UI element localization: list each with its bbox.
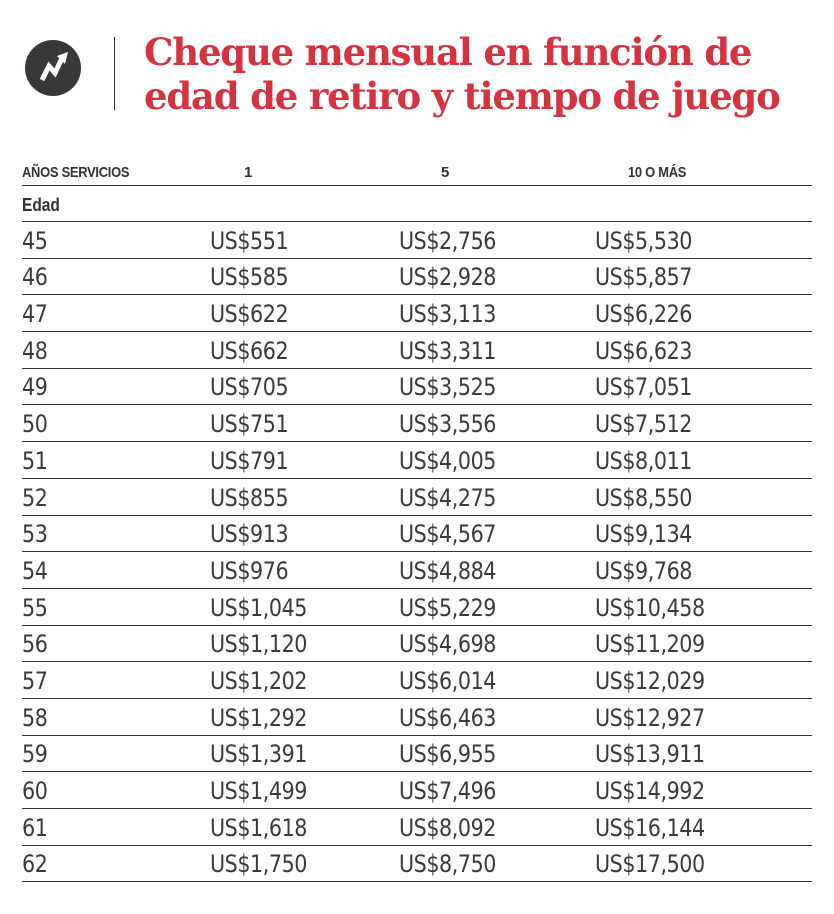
value-1-year: US$622 xyxy=(210,300,289,329)
age-cell: 45 xyxy=(22,226,48,255)
value-5-years: US$4,005 xyxy=(399,446,496,475)
age-label: Edad xyxy=(22,195,60,215)
value-1-year: US$551 xyxy=(210,226,289,255)
value-5-years: US$6,014 xyxy=(399,666,496,695)
age-cell: 48 xyxy=(22,336,48,365)
table-row xyxy=(22,772,812,809)
value-10-plus-years: US$16,144 xyxy=(595,813,705,842)
age-cell: 62 xyxy=(22,850,48,879)
age-cell: 52 xyxy=(22,483,48,512)
value-10-plus-years: US$12,927 xyxy=(595,703,705,732)
value-10-plus-years: US$6,226 xyxy=(595,300,692,329)
value-1-year: US$751 xyxy=(210,410,289,439)
value-5-years: US$4,567 xyxy=(399,520,496,549)
table-row xyxy=(22,479,812,516)
table-row xyxy=(22,259,812,296)
column-header-5: 5 xyxy=(441,164,450,181)
value-5-years: US$4,884 xyxy=(399,556,496,585)
value-5-years: US$8,750 xyxy=(399,850,496,879)
table-row xyxy=(22,736,812,773)
age-cell: 58 xyxy=(22,703,48,732)
value-10-plus-years: US$8,011 xyxy=(595,446,692,475)
column-header-1: 1 xyxy=(244,164,253,181)
table-row xyxy=(22,295,812,332)
value-5-years: US$4,698 xyxy=(399,630,496,659)
table-row xyxy=(22,662,812,699)
age-cell: 50 xyxy=(22,410,48,439)
table-row xyxy=(22,442,812,479)
value-5-years: US$3,556 xyxy=(399,410,496,439)
table-row xyxy=(22,369,812,406)
value-1-year: US$1,618 xyxy=(210,813,307,842)
header xyxy=(0,0,834,140)
pension-table xyxy=(22,160,812,882)
value-1-year: US$1,120 xyxy=(210,630,307,659)
age-cell: 61 xyxy=(22,813,48,842)
page-title: Cheque mensual en función de edad de retiro y tiempo de juego xyxy=(144,30,780,118)
value-5-years: US$6,955 xyxy=(399,740,496,769)
age-cell: 59 xyxy=(22,740,48,769)
value-10-plus-years: US$7,512 xyxy=(595,410,692,439)
age-cell: 56 xyxy=(22,630,48,659)
table-row xyxy=(22,846,812,883)
age-cell: 60 xyxy=(22,777,48,805)
value-5-years: US$7,496 xyxy=(399,777,496,805)
value-10-plus-years: US$10,458 xyxy=(595,593,705,622)
value-5-years: US$3,311 xyxy=(399,336,496,365)
age-cell: 51 xyxy=(22,446,48,475)
trending-up-arrow-icon xyxy=(25,40,81,96)
age-cell: 55 xyxy=(22,593,48,622)
age-cell: 47 xyxy=(22,300,48,329)
value-10-plus-years: US$11,209 xyxy=(595,630,705,659)
value-10-plus-years: US$9,768 xyxy=(595,556,692,585)
table-row xyxy=(22,222,812,259)
table-row xyxy=(22,332,812,369)
value-10-plus-years: US$9,134 xyxy=(595,520,692,549)
value-10-plus-years: US$6,623 xyxy=(595,336,692,365)
value-1-year: US$1,391 xyxy=(210,740,307,769)
value-10-plus-years: US$13,911 xyxy=(595,740,705,769)
column-header-row xyxy=(22,160,812,186)
table-row xyxy=(22,809,812,846)
value-5-years: US$3,113 xyxy=(399,300,496,329)
value-5-years: US$6,463 xyxy=(399,703,496,732)
table-row xyxy=(22,589,812,626)
value-5-years: US$3,525 xyxy=(399,373,496,402)
table-body xyxy=(22,222,812,882)
table-row xyxy=(22,626,812,663)
age-cell: 49 xyxy=(22,373,48,402)
value-10-plus-years: US$17,500 xyxy=(595,850,705,879)
value-1-year: US$855 xyxy=(210,483,289,512)
value-1-year: US$976 xyxy=(210,556,289,585)
table-row xyxy=(22,552,812,589)
age-cell: 46 xyxy=(22,263,48,292)
row-group-label xyxy=(22,186,812,222)
value-1-year: US$662 xyxy=(210,336,289,365)
age-cell: 54 xyxy=(22,556,48,585)
value-1-year: US$791 xyxy=(210,446,289,475)
header-divider xyxy=(114,37,115,110)
value-1-year: US$1,045 xyxy=(210,593,307,622)
table-row xyxy=(22,405,812,442)
value-5-years: US$2,756 xyxy=(399,226,496,255)
value-5-years: US$5,229 xyxy=(399,593,496,622)
value-5-years: US$4,275 xyxy=(399,483,496,512)
value-10-plus-years: US$14,992 xyxy=(595,777,705,805)
table-row xyxy=(22,516,812,553)
age-cell: 53 xyxy=(22,520,48,549)
value-5-years: US$8,092 xyxy=(399,813,496,842)
value-10-plus-years: US$8,550 xyxy=(595,483,692,512)
age-cell: 57 xyxy=(22,666,48,695)
value-10-plus-years: US$12,029 xyxy=(595,666,705,695)
value-5-years: US$2,928 xyxy=(399,263,496,292)
value-1-year: US$585 xyxy=(210,263,289,292)
value-1-year: US$705 xyxy=(210,373,289,402)
value-1-year: US$1,750 xyxy=(210,850,307,879)
value-1-year: US$1,499 xyxy=(210,777,307,805)
column-header-years-service: AÑOS SERVICIOS xyxy=(22,164,130,181)
table-row xyxy=(22,699,812,736)
column-header-10-plus: 10 O MÁS xyxy=(628,164,687,181)
value-10-plus-years: US$5,530 xyxy=(595,226,692,255)
value-10-plus-years: US$7,051 xyxy=(595,373,692,402)
value-1-year: US$913 xyxy=(210,520,289,549)
value-10-plus-years: US$5,857 xyxy=(595,263,692,292)
value-1-year: US$1,202 xyxy=(210,666,307,695)
value-1-year: US$1,292 xyxy=(210,703,307,732)
